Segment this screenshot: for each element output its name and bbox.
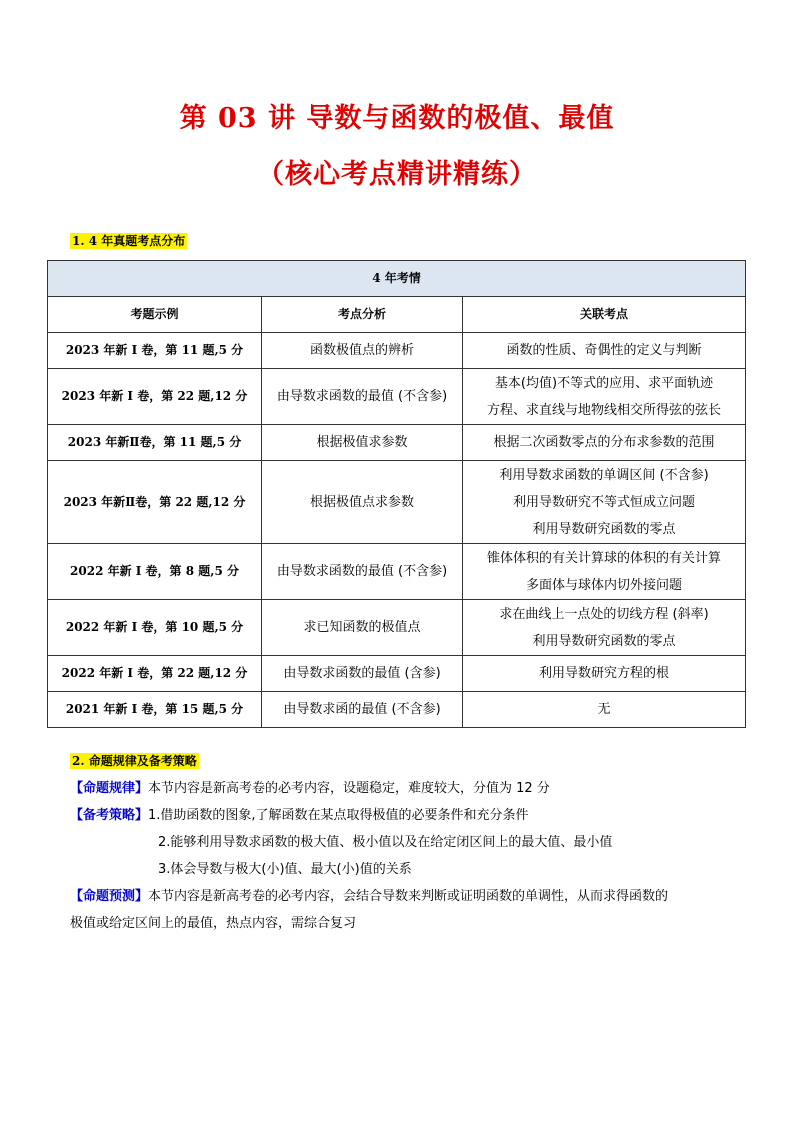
cell-related <box>463 369 746 425</box>
related-point: 利用导数研究不等式恒成立问题 <box>512 494 695 510</box>
table-caption: 4 年考情 <box>48 261 746 297</box>
table-caption-row <box>48 261 746 297</box>
table-row <box>48 656 746 692</box>
cell-analysis: 根据极值点求参数 <box>262 461 463 544</box>
related-point: 利用导数求函数的单调区间 (不含参) <box>499 467 709 483</box>
page-subtitle: （核心考点精讲精练） <box>257 159 537 190</box>
strategy-paragraph <box>70 802 730 829</box>
related-point: 无 <box>597 702 611 717</box>
strategy-item: 1.借助函数的图象,了解函数在某点取得极值的必要条件和充分条件 <box>148 808 529 823</box>
table-header-row <box>48 297 746 333</box>
cell-example: 2022 年新 I 卷，第 22 题,12 分 <box>48 656 262 692</box>
cell-analysis: 由导数求函的最值 (不含参) <box>262 692 463 728</box>
cell-related <box>463 600 746 656</box>
table-row <box>48 544 746 600</box>
forecast-paragraph <box>70 883 730 910</box>
exam-distribution-table <box>47 260 746 728</box>
cell-example: 2023 年新 I 卷，第 22 题,12 分 <box>48 369 262 425</box>
cell-analysis: 由导数求函数的最值 (不含参) <box>262 544 463 600</box>
strategy-item: 3.体会导数与极大(小)值、最大(小)值的关系 <box>158 862 412 877</box>
related-point: 方程、求直线与地物线相交所得弦的弦长 <box>486 402 721 418</box>
related-point: 求在曲线上一点处的切线方程 (斜率) <box>499 606 709 622</box>
related-point: 多面体与球体内切外接问题 <box>525 577 682 593</box>
table-row <box>48 425 746 461</box>
related-point: 根据二次函数零点的分布求参数的范围 <box>493 435 715 450</box>
rule-text: 本节内容是新高考卷的必考内容，设题稳定，难度较大，分值为 12 分 <box>148 781 550 796</box>
cell-related <box>463 656 746 692</box>
cell-analysis: 由导数求函数的最值 (含参) <box>262 656 463 692</box>
strategy-tag: 【备考策略】 <box>70 808 149 823</box>
column-header-example: 考题示例 <box>48 297 262 333</box>
forecast-text-line1: 本节内容是新高考卷的必考内容，会结合导数来判断或证明函数的单调性，从而求得函数的 <box>148 889 669 904</box>
cell-related <box>463 692 746 728</box>
table-row <box>48 692 746 728</box>
rule-tag: 【命题规律】 <box>70 781 149 796</box>
cell-related <box>463 333 746 369</box>
related-point: 利用导数研究函数的零点 <box>532 521 676 537</box>
forecast-text-line2: 极值或给定区间上的最值，热点内容，需综合复习 <box>70 916 357 931</box>
related-point: 利用导数研究函数的零点 <box>532 633 676 649</box>
page-title: 第 03 讲 导数与函数的极值、最值 <box>179 103 615 134</box>
related-point: 利用导数研究方程的根 <box>538 666 669 681</box>
related-point: 基本(均值)不等式的应用、求平面轨迹 <box>494 375 714 391</box>
cell-example: 2023 年新Ⅱ卷，第 22 题,12 分 <box>48 461 262 544</box>
cell-example: 2022 年新 I 卷，第 8 题,5 分 <box>48 544 262 600</box>
cell-analysis: 求已知函数的极值点 <box>262 600 463 656</box>
cell-example: 2023 年新Ⅱ卷，第 11 题,5 分 <box>48 425 262 461</box>
table-row <box>48 369 746 425</box>
cell-related <box>463 425 746 461</box>
forecast-tag: 【命题预测】 <box>70 889 149 904</box>
cell-example: 2021 年新 I 卷，第 15 题,5 分 <box>48 692 262 728</box>
strategy-item: 2.能够利用导数求函数的极大值、极小值以及在给定闭区间上的最大值、最小值 <box>158 835 613 850</box>
cell-analysis: 根据极值求参数 <box>262 425 463 461</box>
cell-related <box>463 461 746 544</box>
cell-example: 2022 年新 I 卷，第 10 题,5 分 <box>48 600 262 656</box>
cell-related <box>463 544 746 600</box>
table-row <box>48 600 746 656</box>
section-1-heading: 1. 4 年真题考点分布 <box>72 234 186 248</box>
rule-paragraph <box>70 775 730 802</box>
related-point: 函数的性质、奇偶性的定义与判断 <box>506 343 702 358</box>
table-row <box>48 333 746 369</box>
cell-analysis: 由导数求函数的最值 (不含参) <box>262 369 463 425</box>
column-header-related: 关联考点 <box>463 297 746 333</box>
column-header-analysis: 考点分析 <box>262 297 463 333</box>
table-row <box>48 461 746 544</box>
cell-example: 2023 年新 I 卷，第 11 题,5 分 <box>48 333 262 369</box>
cell-analysis: 函数极值点的辨析 <box>262 333 463 369</box>
related-point: 锥体体积的有关计算球的体积的有关计算 <box>486 550 721 566</box>
section-2-heading: 2. 命题规律及备考策略 <box>72 754 197 768</box>
